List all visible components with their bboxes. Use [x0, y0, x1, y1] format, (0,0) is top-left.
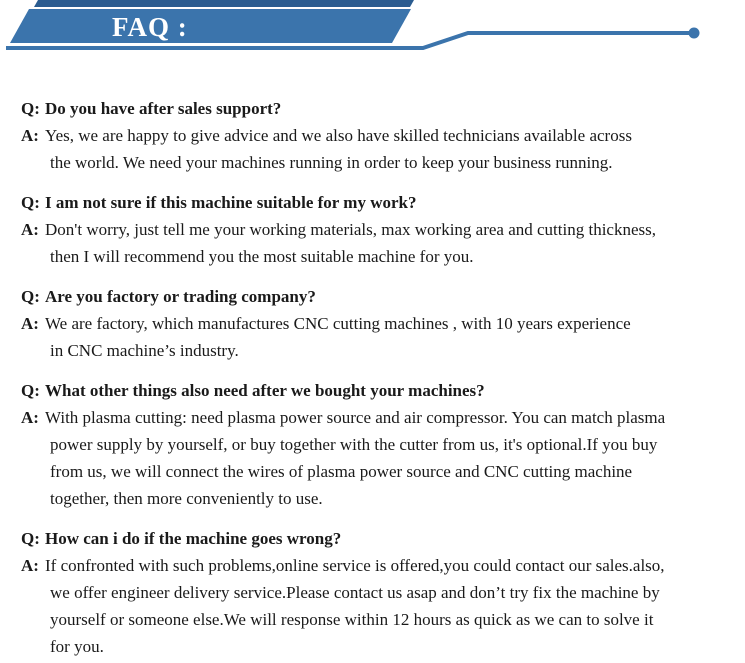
faq-item — [21, 525, 727, 660]
answer-row — [21, 552, 727, 660]
question-text: What other things also need after we bought your machines? — [45, 381, 485, 400]
q-label: Q: — [21, 529, 40, 548]
faq-item — [21, 95, 727, 176]
q-label: Q: — [21, 99, 40, 118]
answer-row — [21, 122, 727, 176]
question-row — [21, 525, 727, 552]
answer-line: power supply by yourself, or buy together with the cutter from us, it's optional.If you buy — [50, 435, 658, 454]
faq-item — [21, 283, 727, 364]
question-row — [21, 377, 727, 404]
faq-banner — [0, 0, 745, 58]
answer-line: the world. We need your machines running in order to keep your business running. — [50, 153, 613, 172]
answer-line: from us, we will connect the wires of plasma power source and CNC cutting machine — [50, 462, 633, 481]
a-label: A: — [21, 408, 39, 427]
q-label: Q: — [21, 381, 40, 400]
question-row — [21, 283, 727, 310]
banner-dot — [689, 28, 700, 39]
banner-parallelogram — [10, 9, 411, 43]
answer-line: together, then more conveniently to use. — [50, 489, 323, 508]
answer-line: in CNC machine’s industry. — [50, 341, 239, 360]
answer-text — [45, 552, 665, 660]
faq-item — [21, 377, 727, 512]
faq-content — [0, 58, 745, 660]
page-title: FAQ : — [112, 12, 188, 42]
question-text: I am not sure if this machine suitable for my work? — [45, 193, 417, 212]
answer-line: Yes, we are happy to give advice and we also have skilled technicians available across — [45, 126, 632, 145]
answer-line: With plasma cutting: need plasma power source and air compressor. You can match plasma — [45, 408, 666, 427]
banner-top-bar — [34, 0, 414, 7]
answer-line: then I will recommend you the most suitable machine for you. — [50, 247, 474, 266]
question-text: Are you factory or trading company? — [45, 287, 316, 306]
answer-line: for you. — [50, 637, 104, 656]
answer-line: yourself or someone else.We will response within 12 hours as quick as we can to solve it — [50, 610, 654, 629]
q-label: Q: — [21, 193, 40, 212]
answer-row — [21, 216, 727, 270]
answer-line: we offer engineer delivery service.Please contact us asap and don’t try fix the machine by — [50, 583, 660, 602]
answer-text — [45, 122, 632, 176]
a-label: A: — [21, 126, 39, 145]
answer-line: If confronted with such problems,online service is offered,you could contact our sales.also, — [45, 556, 665, 575]
faq-item — [21, 189, 727, 270]
a-label: A: — [21, 314, 39, 333]
answer-row — [21, 310, 727, 364]
answer-line: We are factory, which manufactures CNC cutting machines , with 10 years experience — [45, 314, 631, 333]
question-row — [21, 95, 727, 122]
answer-text — [45, 310, 631, 364]
answer-line: Don't worry, just tell me your working materials, max working area and cutting thickness, — [45, 220, 656, 239]
question-row — [21, 189, 727, 216]
question-text: How can i do if the machine goes wrong? — [45, 529, 342, 548]
q-label: Q: — [21, 287, 40, 306]
answer-text — [45, 404, 665, 512]
a-label: A: — [21, 556, 39, 575]
answer-row — [21, 404, 727, 512]
question-text: Do you have after sales support? — [45, 99, 282, 118]
a-label: A: — [21, 220, 39, 239]
answer-text — [45, 216, 656, 270]
